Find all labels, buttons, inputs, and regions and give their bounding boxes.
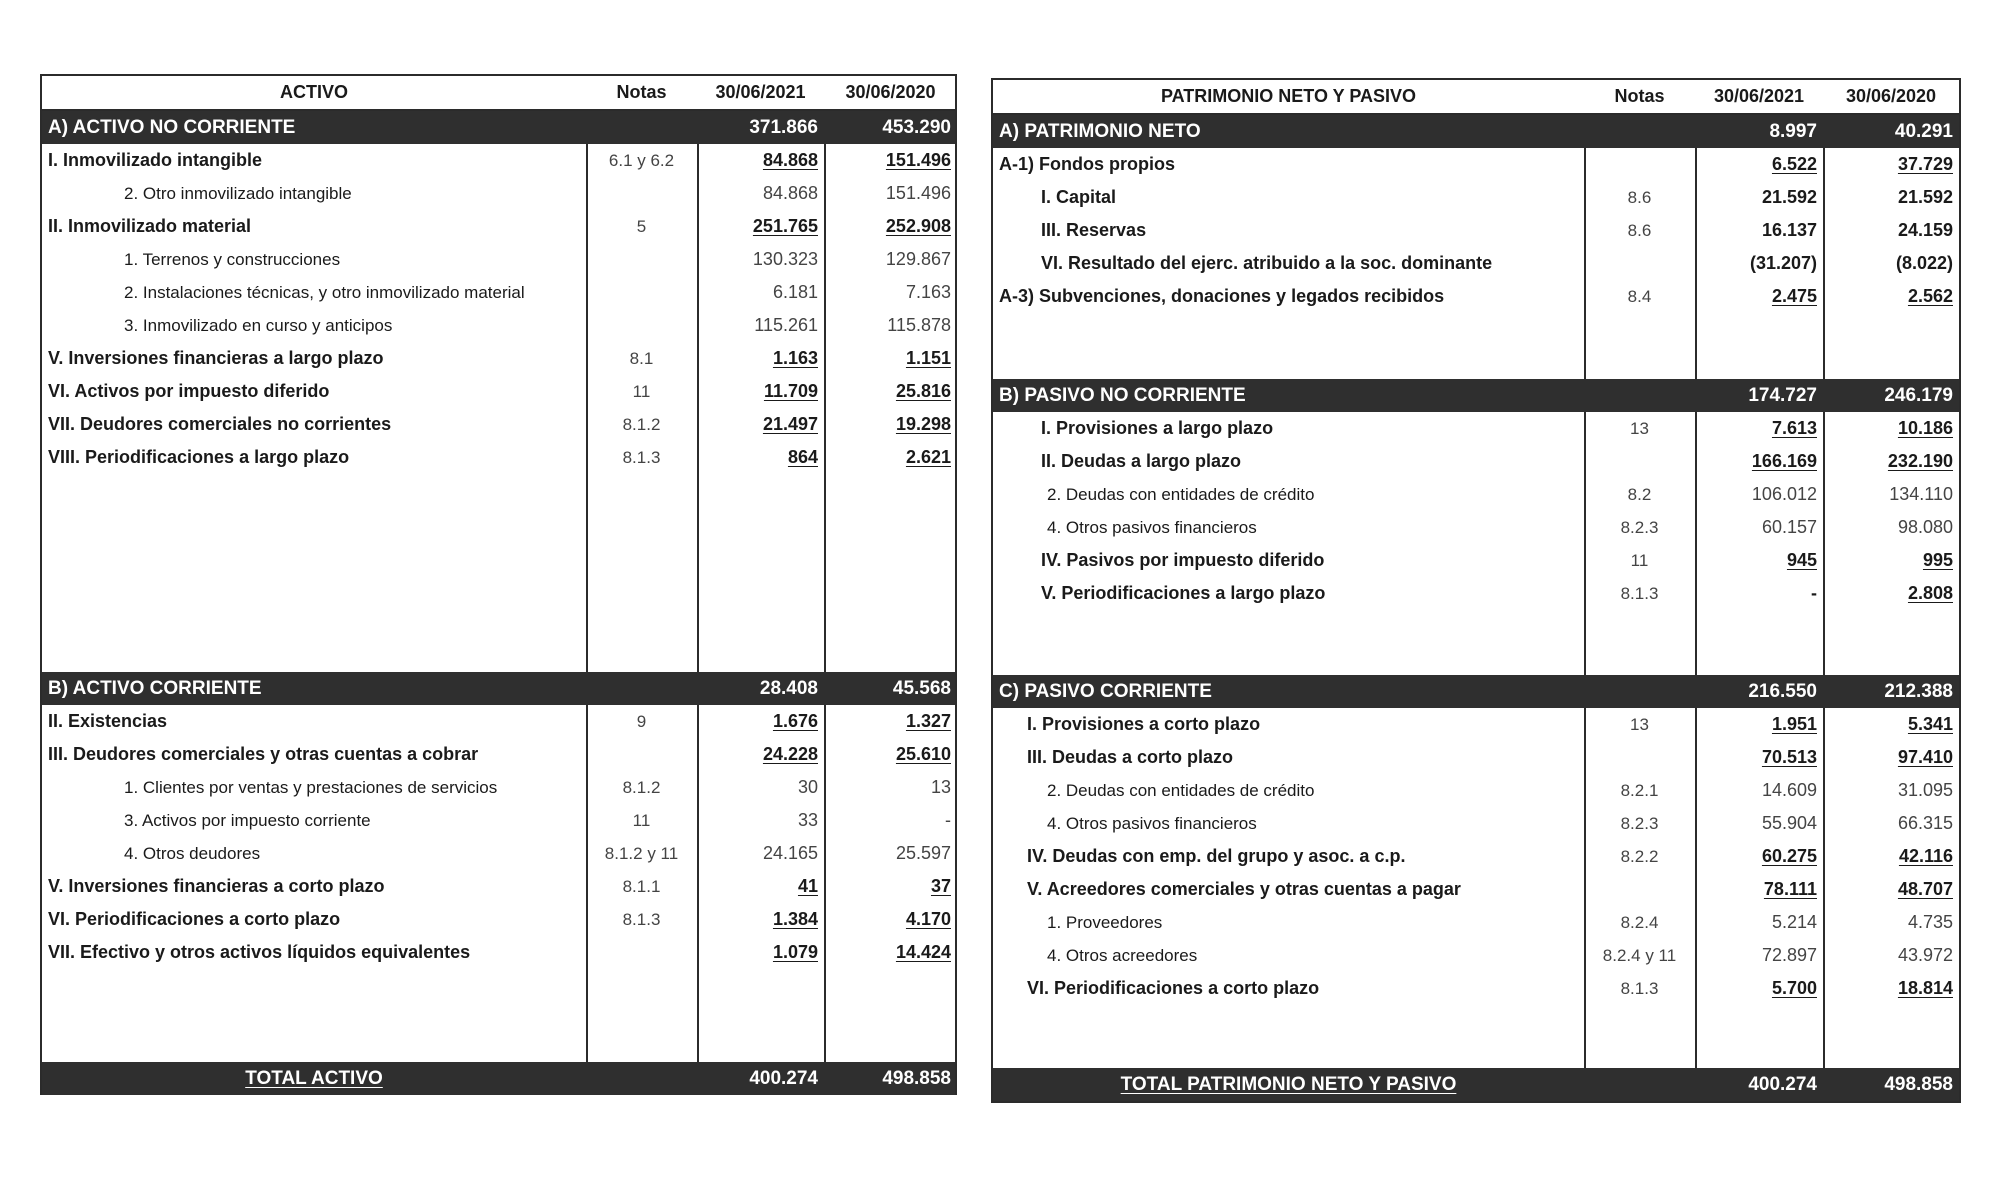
table-row <box>42 804 955 837</box>
section-header <box>42 111 955 144</box>
table-row <box>42 309 955 342</box>
table-row <box>993 840 1959 873</box>
row-label: VI. Periodificaciones a corto plazo <box>1027 978 1320 998</box>
table-row <box>993 280 1959 313</box>
table-row <box>993 181 1959 214</box>
row-value-2020: 10.186 <box>1897 418 1953 438</box>
row-note: 8.2.4 y 11 <box>1602 945 1677 965</box>
section-value-2021: 8.997 <box>1769 120 1817 142</box>
row-value-2021: 5.214 <box>1771 912 1817 932</box>
row-note: 8.1.2 y 11 <box>604 843 679 863</box>
section-value-2020: 246.179 <box>1884 384 1953 406</box>
row-label: III. Reservas <box>1041 220 1147 240</box>
row-value-2021: 33 <box>797 810 818 830</box>
row-value-2020: (8.022) <box>1895 253 1953 273</box>
table-row <box>42 375 955 408</box>
row-value-2020: 1.327 <box>905 711 951 731</box>
row-label: A-1) Fondos propios <box>999 154 1175 174</box>
row-label: 4. Otros deudores <box>124 843 261 863</box>
row-value-2021: 166.169 <box>1751 451 1817 471</box>
header-notes: Notas <box>1614 86 1665 106</box>
section-header <box>993 675 1959 708</box>
row-value-2020: 25.610 <box>895 744 951 764</box>
table-header <box>42 76 955 111</box>
row-value-2021: 1.951 <box>1771 714 1817 734</box>
row-value-2021: 14.609 <box>1761 780 1817 800</box>
row-label: VI. Periodificaciones a corto plazo <box>48 909 341 929</box>
header-col-2021: 30/06/2021 <box>715 82 806 102</box>
pasivo-table <box>991 78 1961 1103</box>
table-row <box>993 972 1959 1005</box>
row-note: 8.1.3 <box>622 909 661 929</box>
row-value-2020: 2.808 <box>1907 583 1953 603</box>
header-col-2021: 30/06/2021 <box>1713 86 1805 106</box>
section-value-2020: 212.388 <box>1884 680 1953 702</box>
table-row <box>993 247 1959 280</box>
row-label: VI. Activos por impuesto diferido <box>48 381 330 401</box>
row-label: VI. Resultado del ejerc. atribuido a la soc. dominante <box>1041 253 1493 273</box>
section-label: C) PASIVO CORRIENTE <box>999 680 1212 702</box>
row-value-2021: 24.228 <box>762 744 818 764</box>
header-title: PATRIMONIO NETO Y PASIVO <box>1160 86 1417 106</box>
row-note: 8.1 <box>629 348 654 368</box>
row-value-2020: 151.496 <box>885 183 951 203</box>
row-value-2020: 7.163 <box>905 282 951 302</box>
row-value-2020: 48.707 <box>1897 879 1953 899</box>
row-value-2020: 5.341 <box>1907 714 1953 734</box>
row-value-2021: 78.111 <box>1763 879 1817 899</box>
header-title: ACTIVO <box>279 82 348 102</box>
table-row <box>42 276 955 309</box>
section-label: B) ACTIVO CORRIENTE <box>48 677 262 699</box>
row-value-2021: 7.613 <box>1771 418 1817 438</box>
row-label: V. Inversiones financieras a corto plazo <box>48 876 385 896</box>
row-value-2020: 98.080 <box>1897 517 1953 537</box>
table-row <box>993 708 1959 741</box>
row-label: II. Deudas a largo plazo <box>1041 451 1242 471</box>
row-note: 8.2.2 <box>1620 846 1659 866</box>
total-row <box>993 1068 1959 1101</box>
row-value-2021: 72.897 <box>1761 945 1817 965</box>
row-value-2021: 70.513 <box>1761 747 1817 767</box>
row-value-2020: 995 <box>1922 550 1953 570</box>
section-value-2021: 371.866 <box>749 116 818 138</box>
row-value-2020: 2.621 <box>905 447 951 467</box>
row-label: I. Provisiones a corto plazo <box>1027 714 1261 734</box>
row-value-2020: 2.562 <box>1907 286 1953 306</box>
table-row <box>42 837 955 870</box>
row-value-2021: 21.497 <box>762 414 818 434</box>
row-value-2021: 130.323 <box>752 249 818 269</box>
row-value-2021: 84.868 <box>762 183 818 203</box>
row-label: 3. Activos por impuesto corriente <box>124 810 371 830</box>
row-note: 8.2.1 <box>1620 780 1659 800</box>
row-value-2021: (31.207) <box>1749 253 1817 273</box>
table-row <box>42 870 955 903</box>
row-note: 11 <box>632 381 651 401</box>
row-note: 8.2 <box>1627 484 1652 504</box>
row-value-2020: 25.597 <box>895 843 951 863</box>
total-value-2021: 400.274 <box>749 1067 818 1089</box>
row-value-2020: 232.190 <box>1887 451 1953 471</box>
row-value-2020: 42.116 <box>1898 846 1953 866</box>
section-value-2021: 216.550 <box>1748 680 1817 702</box>
row-note: 13 <box>1630 418 1649 438</box>
row-note: 8.1.3 <box>1620 978 1659 998</box>
row-label: A-3) Subvenciones, donaciones y legados recibidos <box>999 286 1445 306</box>
row-label: V. Inversiones financieras a largo plazo <box>48 348 384 368</box>
row-value-2021: 6.181 <box>772 282 818 302</box>
row-note: 8.4 <box>1627 286 1652 306</box>
total-label: TOTAL ACTIVO <box>245 1067 383 1089</box>
section-header <box>993 379 1959 412</box>
row-value-2020: 134.110 <box>1889 484 1953 504</box>
row-value-2021: 1.163 <box>772 348 818 368</box>
section-label: A) PATRIMONIO NETO <box>999 120 1201 142</box>
row-label: 3. Inmovilizado en curso y anticipos <box>124 315 393 335</box>
table-row <box>993 544 1959 577</box>
row-value-2021: 30 <box>797 777 818 797</box>
section-header <box>42 672 955 705</box>
row-note: 8.6 <box>1627 220 1652 240</box>
row-label: VII. Efectivo y otros activos líquidos equivalentes <box>48 942 471 962</box>
row-value-2021: 945 <box>1786 550 1817 570</box>
total-row <box>42 1062 955 1095</box>
table-row <box>42 408 955 441</box>
row-value-2021: 16.137 <box>1761 220 1817 240</box>
row-value-2020: 19.298 <box>895 414 951 434</box>
row-label: III. Deudas a corto plazo <box>1027 747 1234 767</box>
row-value-2020: 25.816 <box>895 381 951 401</box>
row-label: 1. Terrenos y construcciones <box>124 249 341 269</box>
table-row <box>42 144 955 177</box>
section-header <box>993 115 1959 148</box>
row-label: VII. Deudores comerciales no corrientes <box>48 414 392 434</box>
row-value-2020: 21.592 <box>1897 187 1953 207</box>
table-row <box>993 214 1959 247</box>
table-row <box>993 445 1959 478</box>
table-row <box>42 936 955 969</box>
table-row <box>993 577 1959 610</box>
row-note: 13 <box>1630 714 1649 734</box>
row-value-2021: 1.079 <box>772 942 818 962</box>
row-value-2021: 60.275 <box>1761 846 1817 866</box>
row-value-2020: 97.410 <box>1897 747 1953 767</box>
table-row <box>993 906 1959 939</box>
table-row <box>42 177 955 210</box>
row-value-2021: 55.904 <box>1761 813 1817 833</box>
row-value-2021: 1.676 <box>772 711 818 731</box>
row-value-2021: 41 <box>797 876 818 896</box>
table-row <box>993 741 1959 774</box>
table-row <box>42 342 955 375</box>
table-row <box>42 903 955 936</box>
table-row <box>993 939 1959 972</box>
row-label: III. Deudores comerciales y otras cuentas a cobrar <box>48 744 479 764</box>
row-label: 4. Otros pasivos financieros <box>1047 517 1257 537</box>
row-value-2021: 1.384 <box>772 909 818 929</box>
row-value-2021: - <box>1811 583 1817 603</box>
total-value-2021: 400.274 <box>1748 1073 1817 1095</box>
table-row <box>993 774 1959 807</box>
row-label: VIII. Periodificaciones a largo plazo <box>48 447 350 467</box>
row-value-2021: 6.522 <box>1771 154 1817 174</box>
row-value-2020: 4.735 <box>1907 912 1953 932</box>
row-label: I. Provisiones a largo plazo <box>1041 418 1274 438</box>
row-note: 8.1.2 <box>622 777 661 797</box>
row-value-2020: 31.095 <box>1897 780 1953 800</box>
row-label: I. Inmovilizado intangible <box>48 150 263 170</box>
row-value-2021: 11.709 <box>763 381 818 401</box>
row-label: 2. Deudas con entidades de crédito <box>1047 780 1315 800</box>
row-value-2020: - <box>945 810 951 830</box>
row-value-2020: 37 <box>930 876 951 896</box>
section-label: B) PASIVO NO CORRIENTE <box>999 384 1246 406</box>
row-value-2021: 115.261 <box>754 315 818 335</box>
row-value-2020: 115.878 <box>887 315 951 335</box>
row-value-2021: 84.868 <box>762 150 818 170</box>
row-note: 11 <box>632 810 651 830</box>
row-note: 8.2.4 <box>1620 912 1659 932</box>
row-label: IV. Pasivos por impuesto diferido <box>1041 550 1325 570</box>
row-label: II. Inmovilizado material <box>48 216 252 236</box>
row-label: 1. Proveedores <box>1047 912 1163 932</box>
row-label: 4. Otros pasivos financieros <box>1047 813 1257 833</box>
table-row <box>993 148 1959 181</box>
row-label: 2. Otro inmovilizado intangible <box>124 183 352 203</box>
row-value-2021: 24.165 <box>762 843 818 863</box>
table-row <box>993 873 1959 906</box>
header-col-2020: 30/06/2020 <box>845 82 936 102</box>
row-value-2020: 1.151 <box>905 348 951 368</box>
section-value-2021: 174.727 <box>1748 384 1817 406</box>
row-label: V. Acreedores comerciales y otras cuentas a pagar <box>1027 879 1461 899</box>
row-value-2021: 864 <box>787 447 818 467</box>
table-header <box>993 80 1959 115</box>
row-note: 8.1.3 <box>622 447 661 467</box>
table-row <box>42 210 955 243</box>
header-notes: Notas <box>616 82 667 102</box>
row-value-2020: 129.867 <box>885 249 951 269</box>
section-value-2020: 453.290 <box>882 116 951 138</box>
row-value-2020: 43.972 <box>1897 945 1953 965</box>
total-label: TOTAL PATRIMONIO NETO Y PASIVO <box>1120 1073 1457 1095</box>
row-note: 8.1.2 <box>622 414 661 434</box>
row-note: 8.1.3 <box>1620 583 1659 603</box>
total-value-2020: 498.858 <box>882 1067 951 1089</box>
table-row <box>993 807 1959 840</box>
row-value-2020: 37.729 <box>1897 154 1953 174</box>
total-value-2020: 498.858 <box>1884 1073 1953 1095</box>
row-label: 1. Clientes por ventas y prestaciones de servicios <box>124 777 498 797</box>
activo-table <box>40 74 957 1095</box>
row-label: I. Capital <box>1041 187 1117 207</box>
row-value-2021: 2.475 <box>1771 286 1817 306</box>
row-value-2020: 151.496 <box>885 150 951 170</box>
row-note: 9 <box>636 711 647 731</box>
row-note: 8.2.3 <box>1620 813 1659 833</box>
table-row <box>42 705 955 738</box>
table-row <box>42 441 955 474</box>
row-label: V. Periodificaciones a largo plazo <box>1041 583 1326 603</box>
row-note: 5 <box>636 216 647 236</box>
row-note: 8.6 <box>1627 187 1652 207</box>
row-value-2021: 60.157 <box>1761 517 1817 537</box>
row-value-2021: 251.765 <box>752 216 818 236</box>
table-row <box>993 478 1959 511</box>
row-value-2020: 24.159 <box>1897 220 1953 240</box>
row-label: 2. Deudas con entidades de crédito <box>1047 484 1315 504</box>
row-value-2020: 252.908 <box>885 216 951 236</box>
row-value-2020: 18.814 <box>1897 978 1953 998</box>
section-value-2020: 45.568 <box>892 677 951 699</box>
row-value-2020: 66.315 <box>1897 813 1953 833</box>
table-row <box>993 511 1959 544</box>
row-note: 6.1 y 6.2 <box>608 150 675 170</box>
table-row <box>993 412 1959 445</box>
header-col-2020: 30/06/2020 <box>1845 86 1937 106</box>
row-label: II. Existencias <box>48 711 168 731</box>
row-value-2020: 4.170 <box>905 909 951 929</box>
row-note: 8.2.3 <box>1620 517 1659 537</box>
row-note: 8.1.1 <box>622 876 661 896</box>
section-value-2021: 28.408 <box>759 677 818 699</box>
row-label: 2. Instalaciones técnicas, y otro inmovilizado material <box>124 282 525 302</box>
row-note: 11 <box>1630 550 1649 570</box>
table-row <box>42 243 955 276</box>
row-value-2021: 5.700 <box>1771 978 1817 998</box>
row-value-2020: 14.424 <box>895 942 951 962</box>
section-value-2020: 40.291 <box>1894 120 1953 142</box>
section-label: A) ACTIVO NO CORRIENTE <box>48 116 296 138</box>
row-value-2021: 21.592 <box>1761 187 1817 207</box>
table-row <box>42 738 955 771</box>
row-value-2020: 13 <box>930 777 951 797</box>
row-label: IV. Deudas con emp. del grupo y asoc. a c.p. <box>1027 846 1406 866</box>
table-row <box>42 771 955 804</box>
row-value-2021: 106.012 <box>1751 484 1817 504</box>
row-label: 4. Otros acreedores <box>1047 945 1198 965</box>
